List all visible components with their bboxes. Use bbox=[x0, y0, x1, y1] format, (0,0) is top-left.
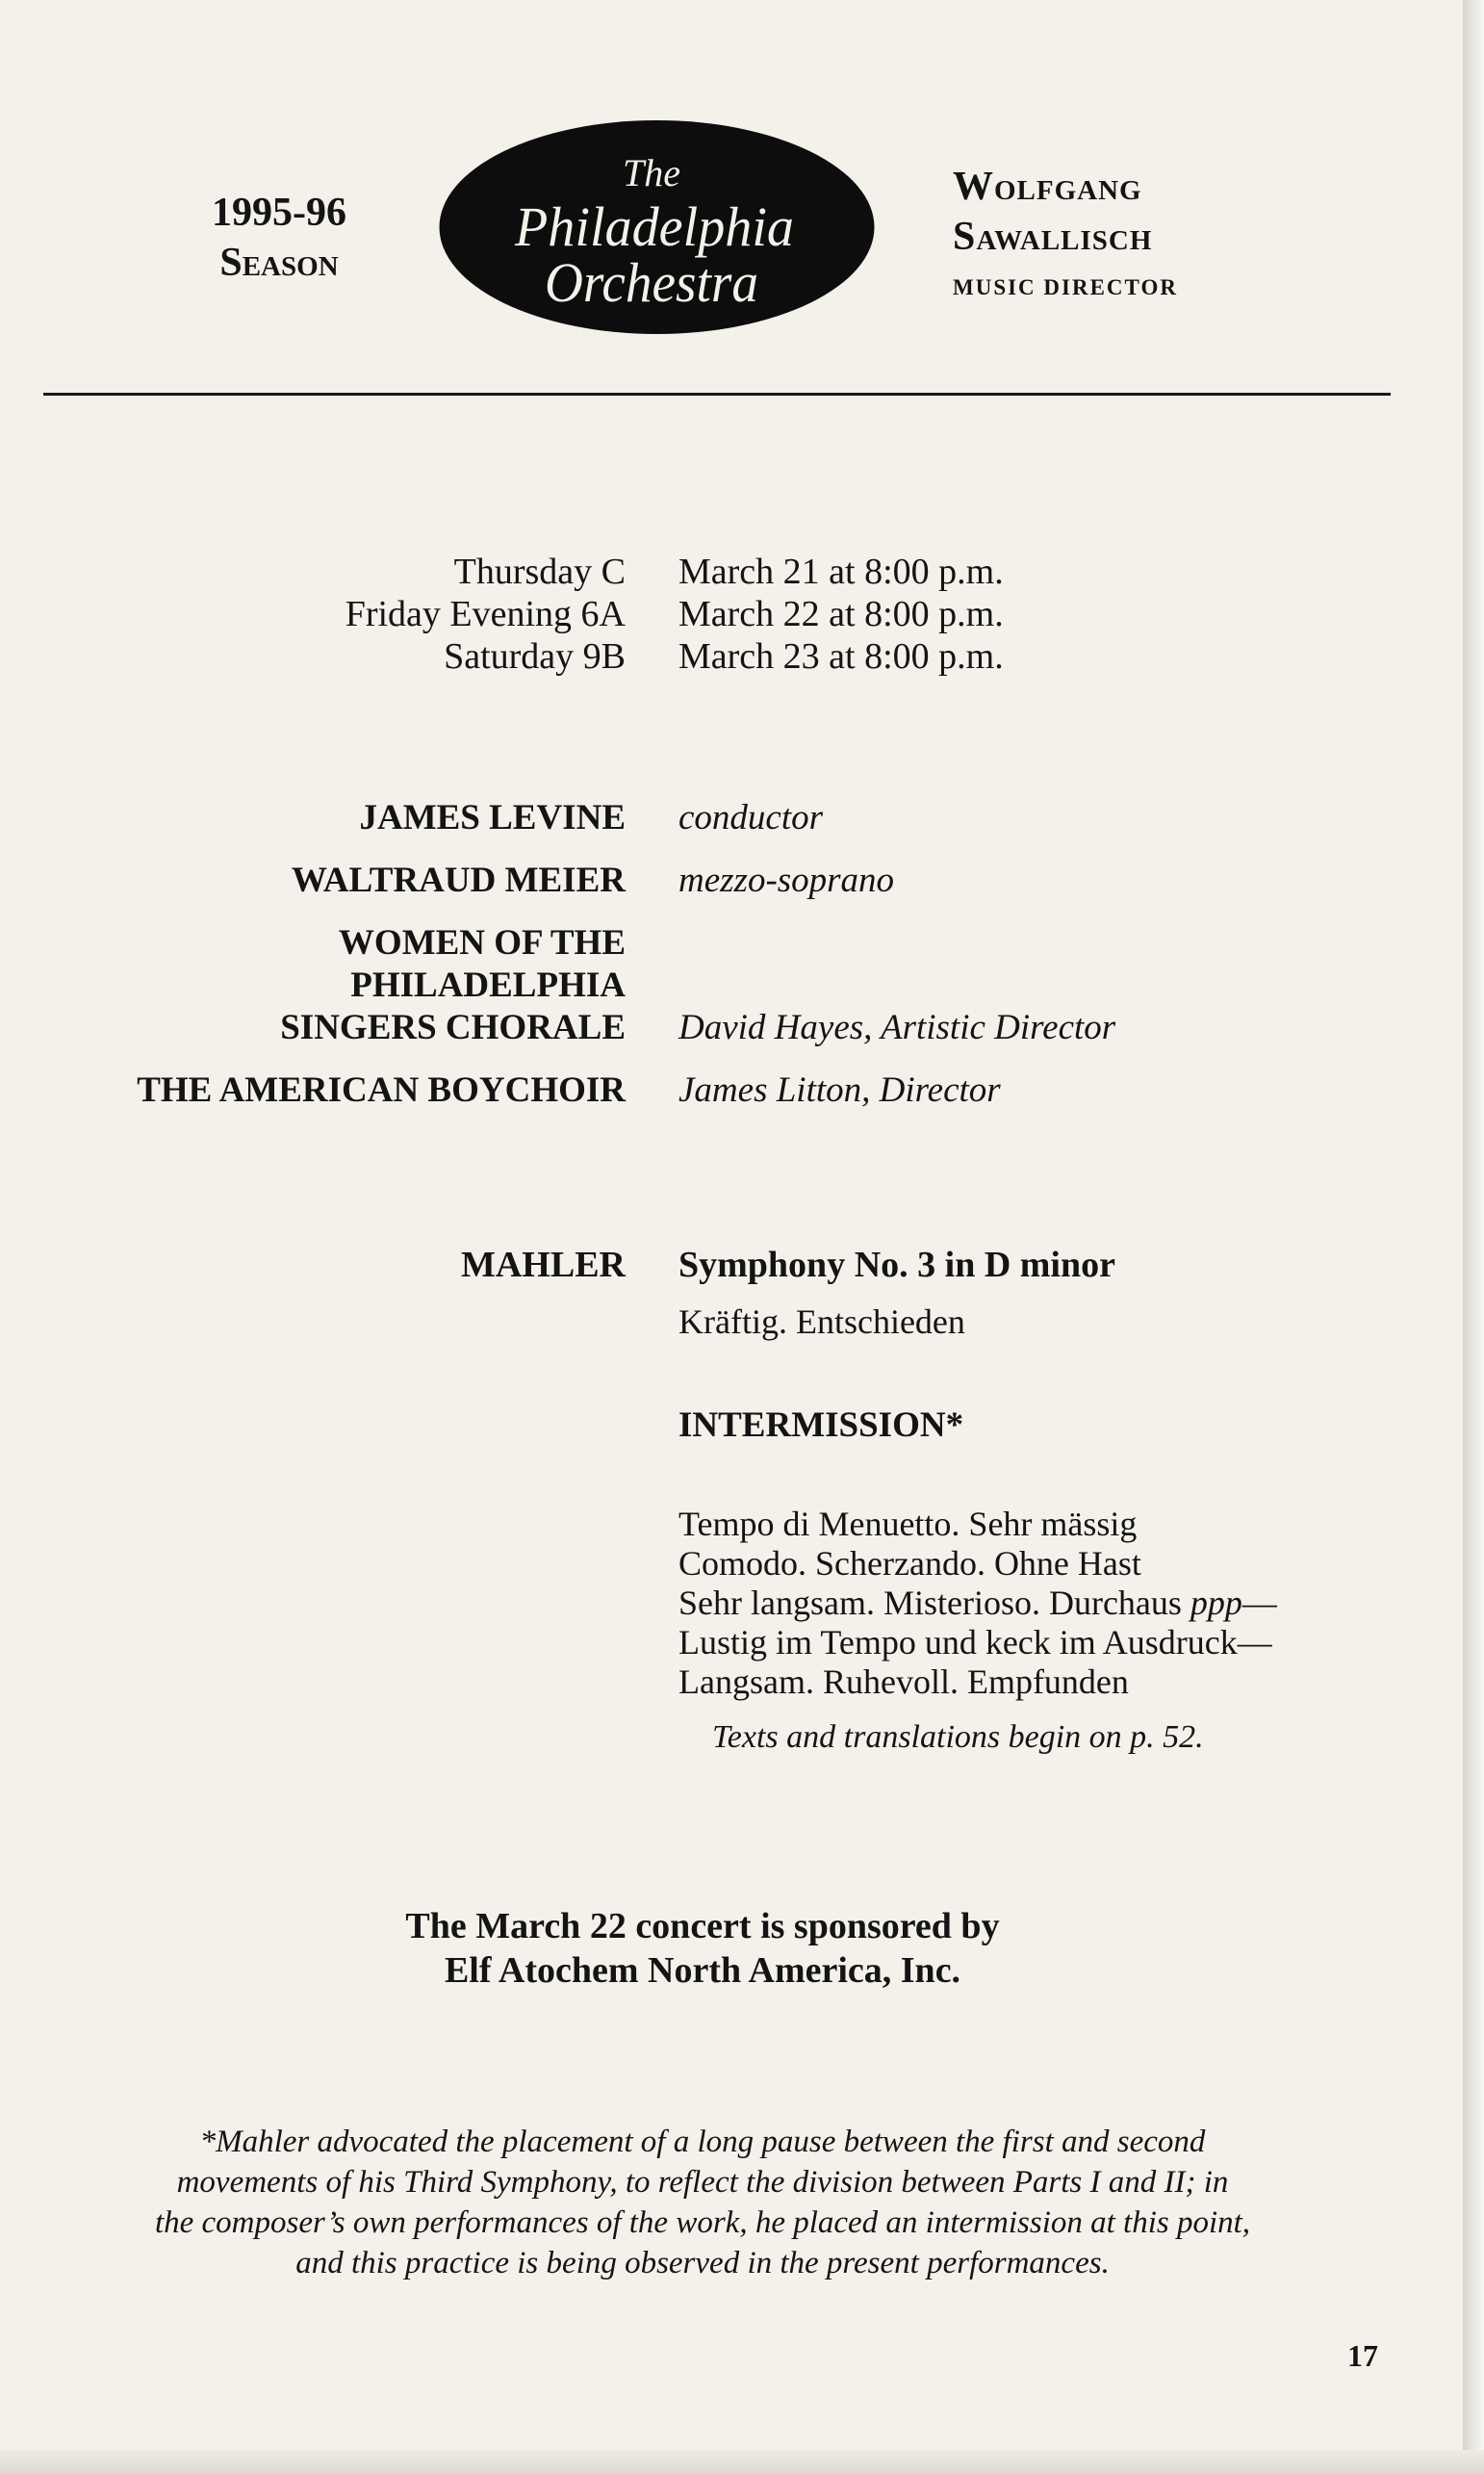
page-edge bbox=[1463, 0, 1484, 2473]
logo-line-philadelphia: Philadelphia bbox=[514, 195, 794, 258]
performer-role: James Litton, Director bbox=[678, 1070, 1001, 1110]
performer-name: PHILADELPHIA bbox=[350, 966, 626, 1005]
texts-note: Texts and translations begin on p. 52. bbox=[712, 1719, 1204, 1755]
movement-item: Langsam. Ruhevoll. Empfunden bbox=[678, 1662, 1129, 1701]
movement-item: Kräftig. Entschieden bbox=[678, 1302, 965, 1341]
movement-item bbox=[678, 1583, 1277, 1623]
page-number: 17 bbox=[1347, 2338, 1378, 2373]
performer-name: WOMEN OF THE bbox=[338, 923, 626, 963]
schedule-row bbox=[0, 635, 1463, 678]
performer-role: conductor bbox=[678, 798, 824, 837]
schedule-row bbox=[0, 593, 1463, 635]
orchestra-logo bbox=[438, 118, 876, 336]
logo-line-orchestra: Orchestra bbox=[545, 251, 758, 314]
schedule-date: March 22 at 8:00 p.m. bbox=[678, 594, 1004, 634]
performer-name: JAMES LEVINE bbox=[359, 798, 626, 837]
intermission-heading: INTERMISSION* bbox=[678, 1405, 964, 1445]
movement-item: Lustig im Tempo und keck im Ausdruck— bbox=[678, 1623, 1272, 1662]
concert-schedule bbox=[0, 551, 1463, 678]
schedule-series: Saturday 9B bbox=[444, 636, 626, 677]
schedule-series: Friday Evening 6A bbox=[345, 594, 626, 634]
movement-item: Tempo di Menuetto. Sehr mässig bbox=[678, 1505, 1138, 1543]
dynamic-marking: ppp bbox=[1190, 1584, 1242, 1622]
footnote-line: the composer’s own performances of the work, he placed an intermission at this point, bbox=[154, 2205, 1251, 2240]
director-role: MUSIC DIRECTOR bbox=[953, 275, 1178, 299]
director-last-name: Sawallisch bbox=[953, 215, 1153, 259]
work-title: Symphony No. 3 in D minor bbox=[678, 1245, 1115, 1285]
performer-role: mezzo-soprano bbox=[678, 861, 895, 900]
movement-text: Sehr langsam. Misterioso. Durchaus bbox=[678, 1584, 1190, 1622]
sponsor-line: The March 22 concert is sponsored by bbox=[405, 1906, 1000, 1946]
header-divider bbox=[43, 393, 1391, 396]
performer-name: SINGERS CHORALE bbox=[280, 1008, 626, 1047]
footnote-line: *Mahler advocated the placement of a long pause between the first and second bbox=[199, 2125, 1206, 2159]
sponsor-note bbox=[0, 1904, 1405, 1993]
footnote-line: and this practice is being observed in the present performances. bbox=[295, 2246, 1110, 2280]
season-year: 1995-96 bbox=[212, 191, 346, 235]
footnote bbox=[38, 2122, 1367, 2283]
performer-name: WALTRAUD MEIER bbox=[291, 861, 626, 900]
performer-name: THE AMERICAN BOYCHOIR bbox=[137, 1070, 626, 1110]
schedule-date: March 21 at 8:00 p.m. bbox=[678, 552, 1004, 592]
logo-line-the: The bbox=[623, 151, 680, 194]
movement-dash: — bbox=[1241, 1584, 1277, 1622]
director-first-name: Wolfgang bbox=[953, 165, 1142, 209]
schedule-date: March 23 at 8:00 p.m. bbox=[678, 636, 1004, 677]
music-director-block bbox=[953, 162, 1178, 300]
composer-name: MAHLER bbox=[461, 1245, 626, 1285]
page-bottom-edge bbox=[0, 2450, 1484, 2473]
performer-role: David Hayes, Artistic Director bbox=[678, 1008, 1116, 1047]
schedule-series: Thursday C bbox=[453, 552, 626, 592]
footnote-line: movements of his Third Symphony, to reflect the division between Parts I and II; in bbox=[176, 2165, 1229, 2200]
season-word: Season bbox=[219, 241, 339, 285]
season-label bbox=[188, 188, 371, 288]
schedule-row bbox=[0, 551, 1463, 593]
movement-item: Comodo. Scherzando. Ohne Hast bbox=[678, 1544, 1141, 1583]
sponsor-line: Elf Atochem North America, Inc. bbox=[444, 1950, 961, 1991]
